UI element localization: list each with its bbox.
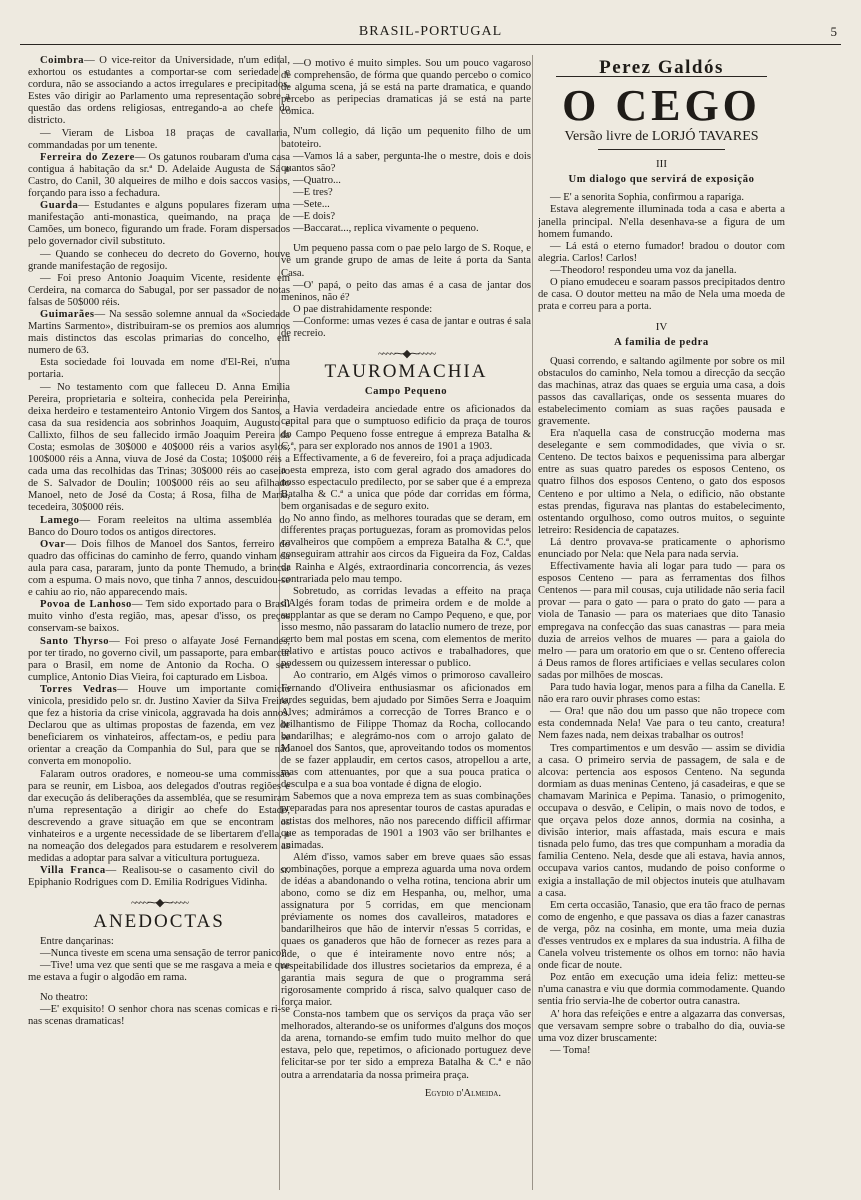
news-text: — Foram reeleitos na ultima assembléa do Banco do Douro todos os antigos directores. (28, 514, 290, 538)
news-text: — Vieram de Lisboa 18 praças de cavallaria, commandadas por um tenente. (28, 127, 290, 151)
news-text: — Tem sido exportado para o Brasil muito vinho d'esta região, mas, apesar d'isso, os preços conservam-se baixos. (28, 599, 290, 635)
news-items (28, 55, 290, 889)
tauromachia-paragraph: No anno findo, as melhores touradas que se deram, em differentes praças portuguezas, foram as promovidas pelos cavalheiros que compõem a empreza Batalha & C.ª, que conseguiram attrahir aos circos da Figueira da Foz, Caldas da Rainha e Algés, extraordinaria concorrencia, ás vezes contrariada pelo mau tempo. (281, 513, 531, 585)
joke-line: N'um collegio, dá lição um pequenito filho de um batoteiro. (281, 126, 531, 150)
anecdote-line: —E' exquisito! O senhor chora nas scenas comicas e ri-se nas scenas dramaticas! (28, 1004, 290, 1028)
chapter-iii-paragraph: — E' a senorita Sophia, confirmou a rapariga. (550, 192, 745, 204)
anecdote-line: No theatro: (40, 992, 88, 1004)
chapter-iii-paragraph: — Lá está o eterno fumador! bradou o doutor com alegria. Carlos! Carlos! (538, 240, 785, 264)
jokes-body (281, 58, 531, 340)
tauromachia-body (281, 404, 531, 1081)
chapter-iii-paragraph: Estava alegremente illuminada toda a casa e aberta a janella principal. N'ella desenhava-se a figura de um homem fumando. (538, 204, 785, 240)
tauromachia-paragraph: Além d'isso, vamos saber em breve quaes são essas combinações, porque a empreza aguarda uma nova ordem de idéas a abandonando o velha rotina, tenciona abrir um abono, como se diz em Hespanha, ou, melhor, uma assignatura por 5 corridas, em que mencionam préviamente os nomes dos cavalleiros, matadores e bandarilheiros que hão de intervir n'essas 5 corridas, e quaes os ganaderos que hão de fornecer as rezes para a lide, o que é inteiramente novo entre nós; a respeitabilidade dos illustres societarios da empreza, é a garantia mais segura de que o programma será rigorosamente comprido á risca, salvo qualquer caso de força maior. (281, 851, 531, 1008)
news-text: — O vice-reitor da Universidade, n'um edital, exhortou os estudantes a comportar-se com seriedade e cordura, não se associando a actos irregulares e precipitados. Estes vão dirigir ao Parlamento uma representação sobre a questão das ordens religiosas, entregando-a ao chefe do districto. (28, 55, 290, 127)
joke-line: —Vamos lá a saber, pergunta-lhe o mestre, dois e dois quantos são? (281, 150, 531, 174)
anedoctas-heading: ANEDOCTAS (93, 910, 225, 932)
tauromachia-paragraph: Havia verdadeira anciedade entre os aficionados da capital para que o sumptuoso edificio da praça de touros do Campo Pequeno fosse entregue á empreza Batalha & C.ª, para ser explorado nos annos de 1901 a 1903. (281, 404, 531, 452)
news-paragraph (28, 684, 290, 769)
joke-line: —Quatro... (293, 174, 341, 186)
campo-pequeno-subheading: Campo Pequeno (364, 386, 448, 398)
news-text: — Foi preso Antonio Joaquim Vicente, residente em Cerdeira, na comarca do Sabugal, por ser passador de notas falsas de 50$000 réis. (28, 272, 290, 308)
chapter-iv-title: A familia de pedra (614, 337, 709, 349)
chapter-iv-paragraph: Em certa occasião, Tanasio, que era tão fraco de pernas como de engenho, e que passava os dias a fazer canastras de verga, pôz na cosinha, em monte, uma meia duzia d'esses ventrudos ex e mplares da sua industria. A filha de Canela volveu tristemente os olhos em torno: não havia onde ficar de noute. (538, 899, 785, 972)
joke-line: —O' papá, o peito das amas é a casa de jantar dos meninos, não é? (281, 279, 531, 303)
news-text: — Dois filhos de Manoel dos Santos, ferreiro do quadro das officinas do caminho de ferro, quando vinham da aula para casa, pararam, junto da ponte Themudo, a brincar com a espuma. O mais novo, que tinha 7 annos, descuidou-se e cahiu ao rio, não apparecendo mais. (28, 538, 290, 599)
chapter-iv-paragraph: Lá dentro provava-se praticamente o aphorismo enunciado por Nela: que Nela para nada servia. (538, 536, 785, 560)
news-text: — Realisou-se o casamento civil do sr. Epiphanio Rodrigues com D. Emilia Rodrigues Vidinha. (28, 865, 290, 889)
news-paragraph (28, 273, 290, 309)
column-o-cego (538, 58, 785, 1198)
serial-heading (538, 58, 785, 150)
tauromachia-paragraph: Sobretudo, as corridas levadas a effeito na praça d'Algés foram todas de primeira ordem e de molde a supplantar as que se deram no Campo Pequeno, e que, por isso mesmo, não passaram do lataclio numero de treze, por certo bem mal postas em scena, com elementos de merito relativo e artistas pouco activos e trabalhadores, que podessem ou quizessem interessar o publico. (281, 585, 531, 670)
chapter-iii-paragraph: O piano emudeceu e soaram passos precipitados dentro de casa. O doutor metteu na mão de Nela uma moeda de prata e correu para a porta. (538, 277, 785, 313)
chapter-iv-body (538, 356, 785, 1057)
chapter-iv-paragraph: Era n'aquella casa de construcção moderna mas deselegante e sem commodidades, que vivia o sr. Centeno. De tectos baixos e pequenissima para albergar entre as suas quatro paredes os esposos Centeno, os quatro filhos dos esposos Centeno, o gato dos esposos Centeno e por ultimo a Nela, o edificio, não obstante estas prendas, figurava nas plantas do estabelecimento, ostentando orgulhoso, como outros muitos, o seguinte letreiro: Residencia de capatazes. (538, 428, 785, 536)
anedoctas-body (28, 936, 290, 1029)
news-paragraph (28, 599, 290, 635)
chapter-iv-paragraph: Effectivamente havia ali logar para tudo — para os esposos Centeno — para as ferramentas dos filhos Centenos — para mil cousas, cuja utilidade não seria facil provar — para o gato — para o prato do gato — para a viola de Tanasio — para os materiaes que dito Tanasio empregava na confecção das suas canastras — para meia duzia de arreios velhos de muares — para a gaiola do melro — para um oratorio em que o sr. Centeno offerecia á Deus ramos de flores artificiaes e vellas seculares colon sadas por milhões de moscas. (538, 561, 785, 681)
news-location: Ovar (40, 538, 66, 550)
column-jokes-tauromachia (281, 58, 531, 1198)
news-paragraph (28, 55, 290, 128)
chapter-iii-title: Um dialogo que servirá de exposição (568, 174, 755, 186)
joke-line: O pae distrahidamente responde: (293, 303, 433, 315)
joke-line: —E dois? (293, 211, 336, 223)
chapter-iv-paragraph: A' hora das refeições e entre a algazarra das conversas, que versavam sempre sobre o trabalho do dia, ouvia-se uma voz dizer bruscamente: (538, 1008, 785, 1044)
news-location: Ferreira do Zezere (40, 151, 135, 163)
news-paragraph (28, 382, 290, 515)
news-text: — Na sessão solemne annual da «Sociedade Martins Sarmento», distribuiram-se os premios aos alumnos mais distinctos das escolas primarias do concelho, em numero de 63. (28, 308, 290, 357)
news-paragraph (28, 357, 290, 381)
chapter-iii-body (538, 192, 785, 313)
news-location: Villa Franca (40, 865, 106, 877)
chapter-iv-paragraph: Para tudo havia logar, menos para a filha da Canella. E não era raro ouvir phrases como estas: (538, 682, 785, 706)
running-header (20, 22, 841, 45)
news-text: — Estudantes e alguns populares fizeram uma manifestação anti-monastica, queimando, na praça de Camões, um boneco, figurando um frade. Foram dispersados pelo governador civil substituto. (28, 200, 290, 248)
news-paragraph (28, 152, 290, 200)
anecdote-line: —Tive! uma vez que senti que se me rasgava a meia e que me estava a fugir o algodão em rama. (28, 959, 290, 983)
author-signature: Egydio d'Almeida. (424, 1087, 501, 1099)
news-paragraph (28, 515, 290, 539)
joke-line: —E tres? (293, 186, 333, 198)
news-text: — Foi preso o alfayate José Fernandes, por ter tirado, no governo civil, um passaporte, para embarcar para o Brasil, em nome de Antonio da Rocha. O seu cumplice, Antonio Dias Vieira, foi capturado em Lisboa. (28, 635, 290, 683)
joke-line: —O motivo é muito simples. Sou um pouco vagaroso de comprehensão, de fórma que quando percebo o comico de alguma scena, já se está na parte dramatica, e quando percebo as peripecias dramaticas já se está na parte comica. (281, 58, 531, 118)
news-location: Guimarães (40, 308, 95, 320)
tauromachia-paragraph: Consta-nos tambem que os serviços da praça vão ser melhorados, alterando-se os uniformes d'alguns dos moços da arena, tornando-se emfim tudo muito melhor do que estava, pelo que, repetimos, o aficionado portuguez deve felicitar-se por ter sido a empreza Batalha & C.ª e não outra a arrendataria da nossa primeira praça. (281, 1009, 531, 1081)
column-news (28, 55, 290, 1195)
chapter-iv-paragraph: — Ora! que não dou um passo que não tropece com esta condemnada Nela! Vae para o teu canto, creatura! Nem fazes nada, nem deixas trabalhar os outros! (538, 706, 785, 742)
chapter-iv-paragraph: Tres compartimentos e um desvão — assim se dividia a casa. O primeiro servia de passagem, de sala e de alcova: pertencia aos esposos Centeno. Na segunda dormiam as duas meninas Centeno, já casadeiras, e que se chamavam Marinica e Pepima. Tanasio, o primogenito, occupava o desvão, e Celipin, o mais novo de todos, e que orçava pelos doze annos, dormia na cosinha, a divisão interior, mais affastada, mais escura e mais tisnada pelo fumo, das tres que compunham a moradia da familia Centeno. Nela, desde que ali estava, havia annos, occupava varios cantos, mudando de poiso conforme o exigia a installação de mil objectos inuteis que atulhavam a casa. (538, 742, 785, 899)
author-name: Perez Galdós (556, 62, 767, 77)
chapter-iii-paragraph: —Theodoro! respondeu uma voz da janella. (550, 264, 737, 276)
news-paragraph (28, 769, 290, 866)
tauromachia-paragraph: Sabemos que a nova empreza tem as suas combinações preparadas para nos apresentar touros de castas apuradas e artistas dos melhores, não nos parecendo difficil affirmar que as temporadas de 1901 a 1903 vão ser brilhantes e animadas. (281, 791, 531, 851)
chapter-iv-paragraph: Quasi correndo, e saltando agilmente por sobre os mil obstaculos do caminho, Nela tomou a direcção da secção das machinas, atraz das quaes se erguia uma casa, a dois passos das cavallariças, onde os sessenta muares do estabelecimento comiam as suas rações pausada e gravemente. (538, 355, 785, 427)
tauromachia-paragraph: Effectivamente, a 6 de fevereiro, foi a praça adjudicada a esta empreza, isto com geral agrado dos amadores do nosso espectaculo predilecto, por se saber que é a empreza Batalha & C.ª a unica que póde dar corridas em fórma, bem organisadas e de seguro exito. (281, 452, 531, 513)
news-text: Esta sociedade foi louvada em nome d'El-Rei, n'uma portaria. (28, 357, 290, 381)
news-paragraph (28, 539, 290, 599)
news-location: Torres Vedras (40, 683, 118, 695)
news-location: Guarda (40, 200, 79, 212)
news-text: Falaram outros oradores, e nomeou-se uma commissão para se reunir, em Lisboa, aos delegados d'outras regiões e dar execução ás deliberações da assembléa, que se resumiram n'uma representação a dirigir ao chefe do Estado, descrevendo a grave situação em que se encontram os vinhateiros e a urgente necessidade de se libertarem d'ella, e na nomeação dos delegados para estudarem e resolverem as medidas a adoptar para salvar a viticultura portugueza. (28, 768, 290, 865)
news-location: Coimbra (40, 55, 85, 66)
page-number: 5 (830, 24, 837, 39)
heading-rule (598, 149, 725, 150)
tauromachia-heading: TAUROMACHIA (324, 361, 488, 383)
tauromachia-paragraph: Ao contrario, em Algés vimos o primoroso cavalleiro Fernando d'Oliveira enthusiasmar os aficionados em tardes seguidas, bem ajudado por Simões Serra e Joaquim Alves; admirámos a correcção de Torres Branco e o brilhantismo de Filippe Thomaz da Rocha, collocando bandarilhas; e alegrámo-nos com o arrojo galato de Manoel dos Santos, que, aproveitando todos os momentos de se fazer applaudir, em certos casos, atropellou a arte, mas com attenuantes, por que a sua pouca pratica o desculpa e a sua boa vontade é digna de elogio. (281, 670, 531, 791)
news-text: — Os gatunos roubaram d'uma casa contigua á habitação da sr.ª D. Adelaide Augusta de Sá e Castro, do Canil, 30 alqueires de milho e dois saccos vasios, forçando para isso a fechadura. (28, 151, 290, 200)
chapter-iv-paragraph: — Toma! (550, 1044, 591, 1056)
news-paragraph (28, 200, 290, 248)
joke-line: —Baccarat..., replica vivamente o pequeno. (293, 223, 479, 235)
chapter-number-iii: III (656, 158, 667, 171)
news-location: Lamego (40, 514, 80, 526)
publication-title: BRASIL-PORTUGAL (358, 24, 503, 39)
joke-line: Um pequeno passa com o pae pelo largo de S. Roque, e vê um grande grupo de amas de leite á porta da Santa Casa. (281, 243, 531, 279)
news-location: Santo Thyrso (40, 635, 110, 647)
joke-line: —Sete... (293, 199, 330, 211)
serial-subtitle: Versão livre de LORJÓ TAVARES (564, 129, 759, 145)
news-location: Povoa de Lanhoso (40, 599, 132, 611)
ornament-divider: ~~~~⁓◆⁓~~~~ (130, 897, 188, 910)
news-text: — Quando se conheceu do decreto do Governo, houve grande manifestação de regosijo. (28, 248, 290, 272)
ornament-divider: ~~~~⁓◆⁓~~~~ (377, 348, 435, 361)
chapter-number-iv: IV (655, 321, 668, 334)
news-paragraph (28, 249, 290, 273)
news-paragraph (28, 128, 290, 152)
news-paragraph (28, 865, 290, 889)
anecdote-line: Entre dançarinas: (40, 935, 114, 947)
chapter-iv-paragraph: Poz então em execução uma ideia feliz: metteu-se n'uma canastra e viu que dormia commodamente. Quando sentia frio servia-lhe de cobertor outra canastra. (538, 972, 785, 1008)
news-text: — No testamento com que falleceu D. Anna Emilia Pereira, proprietaria e solteira, conhecida pela Pereirinha, deixa herdeiro e testamenteiro Antonio Virgem dos Santos, a casa da sua residencia aos sobrinhos Joaquim, Augusto e Callixto, filhos de seu fallecido irmão Joaquim Pereira da Costa; esmolas de 30$000 e 40$000 réis a varios asylos; 100$000 réis a Anna, viuva de José da Costa; 10$000 réis a cada uma das recolhidas das Trinas; 30$000 réis ao caseiro de S. Salvador de Doulin; 100$000 réis ao seu afilhado Manoel, neto de José da Costa; á Rosa, filha de Maria, tecedeira, 30$000 réis. (28, 381, 290, 514)
column-divider-right (532, 55, 533, 1190)
news-paragraph (28, 636, 290, 684)
serial-title: O CEGO (562, 81, 761, 131)
news-text: — Houve um importante comicio vinicola, presidido pelo sr. dr. Justino Xavier da Silva Freire, que fez a historia da crise vinicola, aggravada ha dois annos. Declarou que as ultimas propostas de fazenda, em vez de beneficiarem os vinhateiros, affectam-os, e pediu para se orientar a creação da Companhia do Sul, para que se não converta em monopolio. (28, 683, 290, 768)
joke-line: —Conforme: umas vezes é casa de jantar e outras é sala de recreio. (281, 315, 531, 339)
news-paragraph (28, 309, 290, 357)
anecdote-line: —Nunca tiveste em scena uma sensação de terror panico? (40, 947, 286, 959)
